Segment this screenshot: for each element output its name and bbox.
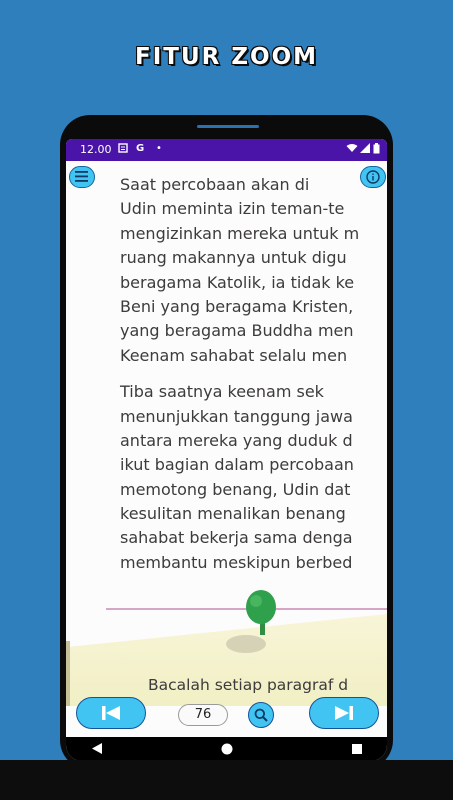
app-screen xyxy=(66,139,387,761)
dot-icon: • xyxy=(156,143,162,154)
text-line: Keenam sahabat selalu men xyxy=(120,345,348,365)
text-line: menunjukkan tanggung jawa xyxy=(120,406,353,426)
skip-next-icon xyxy=(334,706,354,720)
phone-speaker xyxy=(197,125,259,128)
text-line: Udin meminta izin teman-te xyxy=(120,199,345,219)
menu-icon xyxy=(75,171,88,182)
illustration-edge xyxy=(66,641,70,706)
book-caption: Bacalah setiap paragraf d xyxy=(148,676,349,694)
phone-frame xyxy=(60,115,393,770)
tree-illustration xyxy=(226,587,306,657)
zoom-button[interactable] xyxy=(248,702,274,728)
text-line: beragama Katolik, ia tidak ke xyxy=(120,272,355,292)
previous-page-button[interactable] xyxy=(76,697,146,729)
text-line: mengizinkan mereka untuk m xyxy=(120,223,360,243)
text-line: Saat percobaan akan di xyxy=(120,175,310,194)
page-number[interactable]: 76 xyxy=(178,704,228,726)
search-icon xyxy=(254,708,268,722)
menu-button[interactable] xyxy=(69,166,95,188)
info-button[interactable] xyxy=(360,166,386,188)
status-time: 12.00 xyxy=(80,143,112,156)
text-line: memotong benang, Udin dat xyxy=(120,479,351,499)
status-bar xyxy=(66,139,387,161)
promo-title: FITUR ZOOM xyxy=(134,44,319,70)
signal-icon xyxy=(360,143,370,156)
text-line: sahabat bekerja sama denga xyxy=(120,528,353,548)
text-line: ikut bagian dalam percobaan xyxy=(120,455,354,475)
text-line: Tiba saatnya keenam sek xyxy=(120,382,324,402)
text-line: ruang makannya untuk digu xyxy=(120,248,347,268)
text-line: yang beragama Buddha men xyxy=(120,321,354,341)
text-line: Beni yang beragama Kristen, xyxy=(120,296,354,316)
doc-icon xyxy=(118,143,128,156)
wifi-icon xyxy=(346,143,358,156)
text-line: membantu meskipun berbed xyxy=(120,552,353,572)
battery-icon xyxy=(373,143,380,157)
system-nav-bar xyxy=(66,737,387,761)
next-page-button[interactable] xyxy=(309,697,379,729)
recents-icon[interactable] xyxy=(352,744,362,754)
back-icon[interactable] xyxy=(92,743,102,754)
text-line: kesulitan menalikan benang xyxy=(120,504,346,524)
text-line: antara mereka yang duduk d xyxy=(120,430,353,450)
home-icon[interactable] xyxy=(221,743,233,755)
book-page[interactable] xyxy=(66,161,387,706)
g-icon: G xyxy=(136,143,145,154)
bottom-bar xyxy=(0,760,453,800)
book-text xyxy=(120,173,387,575)
skip-previous-icon xyxy=(101,706,121,720)
info-icon xyxy=(366,170,380,184)
